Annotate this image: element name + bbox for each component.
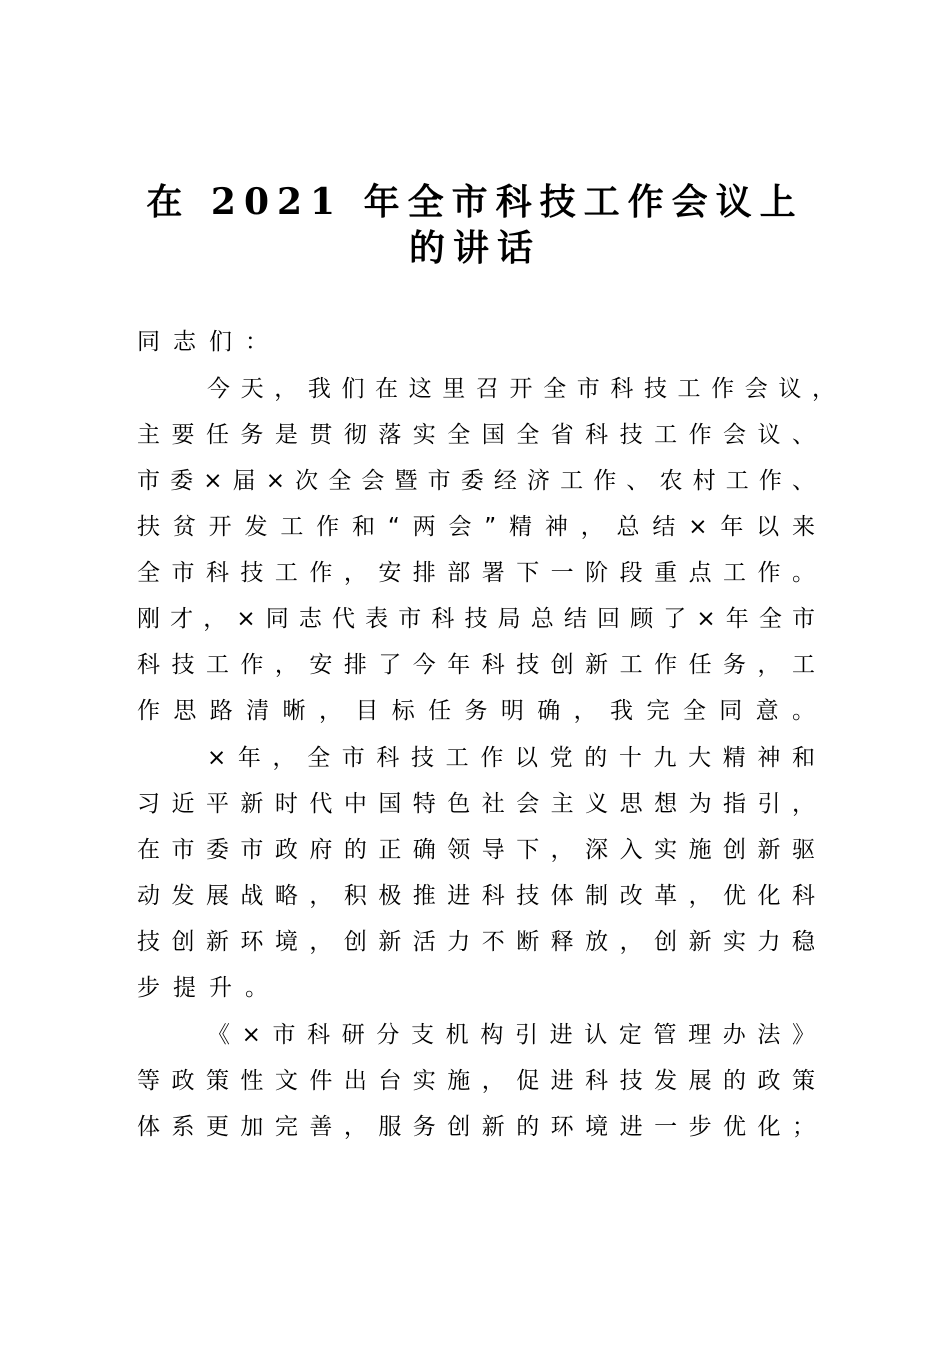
paragraph-line: 《×市科研分支机构引进认定管理办法》 xyxy=(207,1022,815,1048)
title-line-1: 在 2021 年全市科技工作会议上 xyxy=(146,181,804,223)
title-line-2: 的讲话 xyxy=(408,227,541,269)
paragraph-line: 全市科技工作，安排部署下一阶段重点工作。 xyxy=(137,560,815,586)
salutation: 同志们： xyxy=(137,329,281,355)
paragraph-line: 刚才，×同志代表市科技局总结回顾了×年全市 xyxy=(137,606,815,632)
paragraph-line: 科技工作，安排了今年科技创新工作任务，工 xyxy=(137,652,815,678)
paragraph-line: 今天，我们在这里召开全市科技工作会议， xyxy=(207,376,835,402)
paragraph-line: 作思路清晰，目标任务明确，我完全同意。 xyxy=(137,698,815,724)
paragraph-line: 习近平新时代中国特色社会主义思想为指引， xyxy=(137,791,815,817)
paragraph-line: 在市委市政府的正确领导下，深入实施创新驱 xyxy=(137,837,815,863)
paragraph-line: 等政策性文件出台实施，促进科技发展的政策 xyxy=(137,1068,815,1094)
paragraph-line: 技创新环境，创新活力不断释放，创新实力稳 xyxy=(137,929,815,955)
paragraph-line: 市委×届×次全会暨市委经济工作、农村工作、 xyxy=(137,468,815,494)
paragraph-line: 步提升。 xyxy=(137,975,281,1001)
paragraph-line: 体系更加完善，服务创新的环境进一步优化； xyxy=(137,1114,815,1140)
paragraph-line: 主要任务是贯彻落实全国全省科技工作会议、 xyxy=(137,422,815,448)
paragraph-line: 扶贫开发工作和“两会”精神，总结×年以来 xyxy=(137,514,815,540)
paragraph-line: 动发展战略，积极推进科技体制改革，优化科 xyxy=(137,883,815,909)
paragraph-line: ×年，全市科技工作以党的十九大精神和 xyxy=(207,745,815,771)
